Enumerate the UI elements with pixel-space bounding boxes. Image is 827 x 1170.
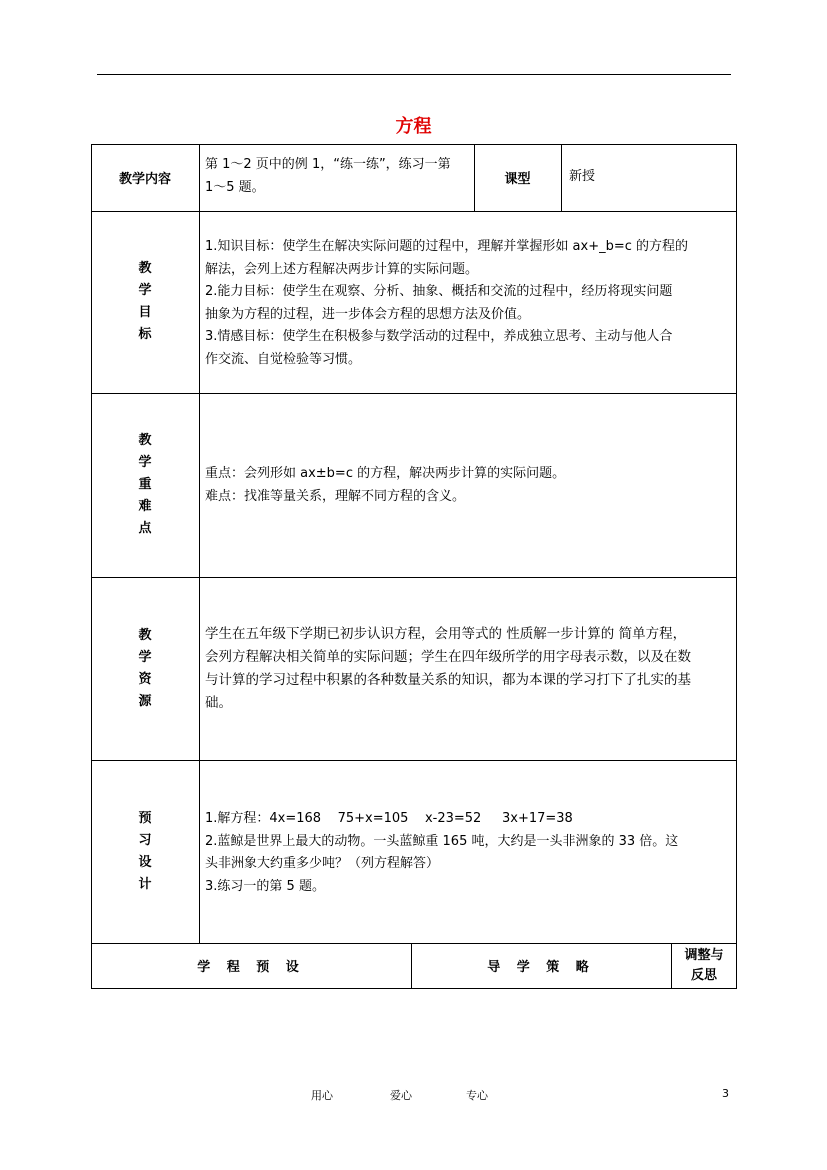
resources-line: 会列方程解决相关简单的实际问题；学生在四年级所学的用字母表示数，以及在数 [205, 649, 691, 665]
label-char: 目 [138, 305, 152, 320]
adjust-reflect-header [671, 943, 737, 988]
goals-line: 抽象为方程的过程，进一步体会方程的思想方法及价值。 [205, 306, 531, 322]
preview-content [205, 808, 733, 898]
goals-line: 1.知识目标：使学生在解决实际问题的过程中，理解并掌握形如 ax+_b=c 的方程的 [205, 239, 689, 254]
label-char: 学 [138, 455, 152, 470]
teaching-content-line: 1～5 题。 [205, 179, 265, 195]
goals-line: 解法，会列上述方程解决两步计算的实际问题。 [205, 261, 479, 277]
goals-line: 3.情感目标：使学生在积极参与数学活动的过程中，养成独立思考、主动与他人合 [205, 329, 673, 344]
key-points-line: 重点：会列形如 ax±b=c 的方程，解决两步计算的实际问题。 [205, 466, 566, 481]
key-points-content [205, 463, 733, 508]
page-number: 3 [722, 1087, 729, 1100]
table-rule [199, 144, 200, 944]
label-char: 计 [138, 876, 152, 892]
label-char: 习 [138, 832, 152, 848]
label-char: 点 [138, 521, 152, 536]
footer-item: 爱心 [390, 1089, 412, 1102]
teaching-content-line: 第 1～2 页中的例 1，“练一练”，练习一第 [205, 157, 451, 172]
resources-line: 与计算的学习过程中积累的各种数量关系的知识，都为本课的学习打下了扎实的基 [205, 672, 691, 688]
label-char: 学 [138, 649, 152, 665]
process-preset-header: 学 程 预 设 [197, 960, 305, 975]
goals-line: 作交流、自觉检验等习惯。 [205, 351, 362, 367]
preview-label [91, 760, 199, 943]
goals-line: 2.能力目标：使学生在观察、分析、抽象、概括和交流的过程中，经历将现实问题 [205, 284, 673, 299]
lesson-type-label: 课型 [504, 172, 531, 187]
table-rule [561, 144, 562, 212]
document-title: 方程 [395, 116, 432, 137]
teaching-content-label: 教学内容 [118, 172, 171, 187]
goals-content [205, 236, 733, 371]
table-rule [91, 988, 737, 989]
label-char: 源 [138, 693, 152, 709]
label-char: 教 [138, 261, 152, 276]
label-char: 教 [138, 627, 152, 643]
teaching-content [205, 154, 473, 199]
label-char: 资 [138, 671, 152, 687]
resources-line: 础。 [205, 695, 232, 711]
label-char: 标 [138, 327, 152, 342]
guidance-strategy-header: 导 学 策 略 [487, 960, 595, 975]
label-char: 学 [138, 283, 152, 298]
footer-item: 专心 [466, 1089, 488, 1102]
label-char: 预 [138, 810, 152, 826]
key-points-label [91, 393, 199, 577]
preview-line: 3.练习一的第 5 题。 [205, 878, 325, 894]
resources-label [91, 577, 199, 760]
goals-label [91, 211, 199, 393]
preview-line: 头非洲象大约重多少吨？（列方程解答） [205, 856, 440, 871]
lesson-plan-table [91, 144, 737, 989]
lesson-type-value: 新授 [569, 169, 596, 185]
preview-line: 1.解方程：4x=168 75+x=105 x-23=52 3x+17=38 [205, 811, 573, 826]
resources-line: 学生在五年级下学期已初步认识方程，会用等式的 性质解一步计算的 简单方程， [205, 626, 687, 642]
resources-content [205, 623, 733, 715]
adjust-reflect-line: 反思 [690, 967, 717, 983]
adjust-reflect-line: 调整与 [684, 947, 724, 963]
label-char: 教 [138, 433, 152, 448]
table-rule [736, 144, 737, 989]
preview-line: 2.蓝鲸是世界上最大的动物。一头蓝鲸重 165 吨，大约是一头非洲象的 33 倍。这 [205, 833, 679, 849]
label-char: 重 [138, 477, 152, 492]
label-char: 难 [138, 499, 152, 514]
footer-item: 用心 [311, 1089, 333, 1102]
key-points-line: 难点：找准等量关系，理解不同方程的含义。 [205, 488, 466, 504]
label-char: 设 [138, 854, 152, 870]
header-rule [97, 74, 731, 75]
